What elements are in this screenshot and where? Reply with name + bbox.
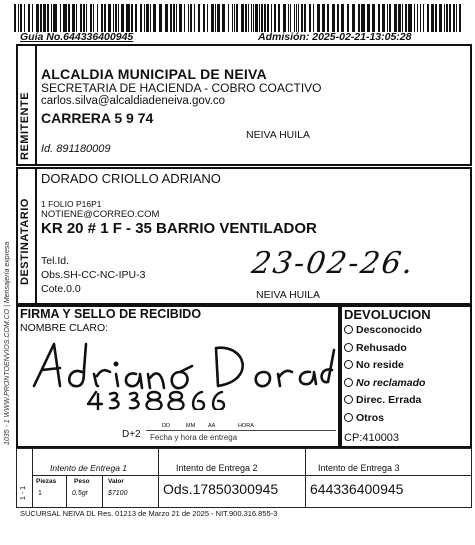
remitente-side-label: REMITENTE <box>19 91 31 160</box>
barcode-bar <box>236 4 238 32</box>
date-col-aa: AA <box>208 423 216 429</box>
barcode-bar <box>121 4 124 32</box>
option-direc-errada[interactable] <box>344 394 425 412</box>
barcode-bar <box>253 4 254 32</box>
barcode-bar <box>301 4 303 32</box>
barcode-bar <box>28 4 30 32</box>
remitente-email: carlos.silva@alcaldiadeneiva.gov.co <box>41 95 226 107</box>
barcode-bar <box>135 4 137 32</box>
option-rehusado[interactable] <box>344 342 425 360</box>
barcode-bar <box>251 4 252 32</box>
peso-divider <box>102 475 103 508</box>
barcode-bar <box>184 4 185 32</box>
valor-value: $7100 <box>108 490 128 497</box>
barcode-bar <box>449 4 451 32</box>
destinatario-divider <box>35 167 37 305</box>
barcode-bar <box>322 4 325 32</box>
recibido-title: FIRMA Y SELLO DE RECIBIDO <box>20 307 202 321</box>
barcode-bar <box>60 4 61 32</box>
barcode-bar <box>294 4 295 32</box>
barcode-bar <box>456 4 457 32</box>
barcode-bar <box>259 4 260 32</box>
barcode-bar <box>274 4 276 32</box>
bottom-divider-1 <box>158 448 159 508</box>
barcode-bar <box>304 4 306 32</box>
remitente-id: Id. 891180009 <box>41 143 111 155</box>
barcode-bar <box>101 4 103 32</box>
barcode-bar <box>24 4 25 32</box>
barcode-bar <box>435 4 437 32</box>
barcode-bar <box>97 4 98 32</box>
barcode-bar <box>337 4 339 32</box>
barcode-bar <box>20 4 22 32</box>
destinatario-side-label: DESTINATARIO <box>19 198 31 285</box>
barcode-bar <box>108 4 111 32</box>
barcode-bar <box>14 4 16 32</box>
guia-number-bottom: 644336400945 <box>310 481 404 497</box>
option-label: No reside <box>356 359 404 371</box>
barcode-bar <box>215 4 216 32</box>
destinatario-obs: Obs.SH-CC-NC-IPU-3 <box>41 269 146 281</box>
nombre-claro-label: NOMBRE CLARO: <box>20 322 109 334</box>
barcode-bar <box>267 4 269 32</box>
barcode-bar <box>261 4 263 32</box>
date-col-mm: MM <box>186 423 196 429</box>
barcode-bar <box>76 4 77 32</box>
barcode-bar <box>398 4 401 32</box>
barcode-bar <box>146 4 149 32</box>
barcode-bar <box>248 4 249 32</box>
option-otros[interactable] <box>344 412 425 430</box>
handwritten-id <box>90 390 94 391</box>
barcode-bar <box>203 4 205 32</box>
barcode-bar <box>159 4 162 32</box>
piezas-divider <box>66 475 67 508</box>
barcode-bar <box>104 4 106 32</box>
option-no-reside[interactable] <box>344 359 425 377</box>
radio-icon <box>344 413 353 422</box>
radio-icon <box>344 378 353 387</box>
barcode-bar <box>113 4 114 32</box>
barcode-bar <box>188 4 189 32</box>
radio-icon <box>344 360 353 369</box>
barcode-bar <box>190 4 192 32</box>
devolucion-options <box>344 324 425 429</box>
barcode-bar <box>298 4 299 32</box>
barcode-bar <box>176 4 177 32</box>
barcode-bar <box>153 4 156 32</box>
barcode-bar <box>173 4 175 32</box>
barcode-bar <box>427 4 429 32</box>
barcode-bar <box>271 4 272 32</box>
barcode-bar <box>68 4 70 32</box>
barcode-bar <box>288 4 289 32</box>
barcode-bar <box>444 4 445 32</box>
destinatario-folio: 1 FOLIO P16P1 <box>41 199 102 209</box>
barcode-bar <box>232 4 233 32</box>
handwritten-date: 23-02-26. <box>249 246 417 281</box>
bottom-hline <box>32 475 472 476</box>
barcode-bar <box>389 4 391 32</box>
footer-text: SUCURSAL NEIVA DL Res. 01213 de Marzo 21 de 2025 - NIT.900.316.855-3 <box>20 509 278 518</box>
barcode-bar <box>361 4 365 32</box>
barcode-bar <box>245 4 247 32</box>
remitente-line1: ALCALDIA MUNICIPAL DE NEIVA <box>41 66 267 82</box>
option-label: Direc. Errada <box>356 394 422 406</box>
barcode-bar <box>118 4 119 32</box>
barcode-bar <box>140 4 142 32</box>
handwritten-signature <box>20 330 338 410</box>
barcode-bar <box>179 4 182 32</box>
bottom-divider-left <box>32 448 33 508</box>
barcode-bar <box>170 4 172 32</box>
barcode-bar <box>332 4 335 32</box>
left-margin-text: 1035 - 1 WWW.PRONTOENVIOS.COM.CO | Mensajería expresa <box>4 241 11 445</box>
destinatario-cote: Cote.0.0 <box>41 283 81 295</box>
date-col-hora: HORA <box>238 423 254 429</box>
barcode-bar <box>431 4 434 32</box>
remitente-address: CARRERA 5 9 74 <box>41 110 154 126</box>
devolucion-cp: CP:410003 <box>344 432 400 444</box>
barcode-bar <box>423 4 424 32</box>
barcode-bar <box>43 4 46 32</box>
option-label: Rehusado <box>356 341 407 354</box>
option-label: Otros <box>356 411 385 424</box>
barcode-bar <box>341 4 344 32</box>
barcode-bar <box>40 4 42 32</box>
barcode-bar <box>211 4 214 32</box>
barcode-bar <box>367 4 370 32</box>
option-label: Desconocido <box>356 324 422 336</box>
peso-label: Peso <box>74 478 90 485</box>
radio-icon <box>344 325 353 334</box>
barcode-bar <box>194 4 195 32</box>
barcode-bar <box>278 4 280 32</box>
barcode-bar <box>228 4 229 32</box>
barcode-bar <box>439 4 442 32</box>
barcode-bar <box>255 4 258 32</box>
intento-3: Intento de Entrega 3 <box>318 463 400 473</box>
barcode-bar <box>317 4 320 32</box>
date-line <box>146 430 336 431</box>
barcode-bar <box>402 4 403 32</box>
barcode-bar <box>207 4 208 32</box>
guia-number: Guía No.644336400945 <box>20 31 134 43</box>
date-col-dd: DD <box>162 423 170 429</box>
option-desconocido[interactable] <box>344 324 425 342</box>
barcode-bar <box>382 4 385 32</box>
barcode-bar <box>264 4 266 32</box>
remitente-divider <box>35 44 37 166</box>
remitente-city: NEIVA HUILA <box>246 129 310 141</box>
destinatario-name: DORADO CRIOLLO ADRIANO <box>41 171 221 186</box>
intento-1: Intento de Entrega 1 <box>50 463 128 473</box>
bottom-divider-2 <box>305 448 306 508</box>
destinatario-address: KR 20 # 1 F - 35 BARRIO VENTILADOR <box>41 220 317 237</box>
bottom-side-label: 1 - 1 <box>20 485 27 500</box>
destinatario-email: NOTIENE@CORREO.COM <box>41 209 160 220</box>
remitente-line2: SECRETARIA DE HACIENDA - COBRO COACTIVO <box>41 81 322 95</box>
barcode-bar <box>32 4 33 32</box>
barcode-bar <box>234 4 235 32</box>
barcode-bar <box>18 4 19 32</box>
devolucion-title: DEVOLUCION <box>344 307 431 322</box>
option-label: No reclamado <box>356 376 426 389</box>
barcode-bar <box>313 4 314 32</box>
intento-2: Intento de Entrega 2 <box>176 463 258 473</box>
barcode-bar <box>115 4 117 32</box>
radio-icon <box>344 395 353 404</box>
barcode-bar <box>352 4 355 32</box>
barcode-bar <box>80 4 82 32</box>
barcode-bar <box>198 4 200 32</box>
barcode <box>14 4 462 32</box>
barcode-bar <box>283 4 286 32</box>
barcode-bar <box>405 4 407 32</box>
barcode-bar <box>309 4 311 32</box>
barcode-bar <box>144 4 145 32</box>
barcode-bar <box>358 4 360 32</box>
barcode-bar <box>327 4 329 32</box>
barcode-bar <box>93 4 94 32</box>
destinatario-tel: Tel.Id. <box>41 255 70 267</box>
barcode-bar <box>417 4 418 32</box>
barcode-bar <box>296 4 297 32</box>
barcode-bar <box>36 4 39 32</box>
valor-label: Valor <box>108 478 124 485</box>
barcode-bar <box>86 4 87 32</box>
barcode-bar <box>72 4 75 32</box>
admision-timestamp: Admisión: 2025-02-21-13:05:28 <box>258 31 412 43</box>
barcode-bar <box>90 4 92 32</box>
ods-number: Ods.17850300945 <box>163 481 279 497</box>
barcode-bar <box>47 4 49 32</box>
peso-value: 0.5gr <box>72 490 88 497</box>
barcode-bar <box>408 4 412 32</box>
barcode-bar <box>83 4 85 32</box>
barcode-bar <box>378 4 380 32</box>
barcode-bar <box>347 4 349 32</box>
barcode-bar <box>222 4 225 32</box>
barcode-bar <box>63 4 67 32</box>
barcode-bar <box>217 4 220 32</box>
radio-icon <box>344 343 353 352</box>
barcode-bar <box>453 4 455 32</box>
destinatario-city: NEIVA HUILA <box>256 289 320 301</box>
barcode-bar <box>53 4 57 32</box>
barcode-bar <box>414 4 415 32</box>
option-no-reclamado[interactable] <box>344 377 425 395</box>
piezas-value: 1 <box>38 490 42 497</box>
barcode-bar <box>459 4 461 32</box>
barcode-bar <box>387 4 388 32</box>
barcode-bar <box>372 4 375 32</box>
barcode-bar <box>131 4 133 32</box>
barcode-bar <box>394 4 397 32</box>
barcode-bar <box>241 4 244 32</box>
d-plus-label: D+2 <box>122 429 141 440</box>
piezas-label: Piezas <box>36 478 57 485</box>
barcode-bar <box>420 4 421 32</box>
barcode-bar <box>165 4 168 32</box>
barcode-bar <box>126 4 130 32</box>
barcode-bar <box>290 4 291 32</box>
handwritten-name <box>40 350 47 351</box>
barcode-bar <box>150 4 151 32</box>
fecha-hora-label: Fecha y hora de entrega <box>150 433 238 442</box>
barcode-bar <box>446 4 448 32</box>
barcode-bar <box>51 4 52 32</box>
